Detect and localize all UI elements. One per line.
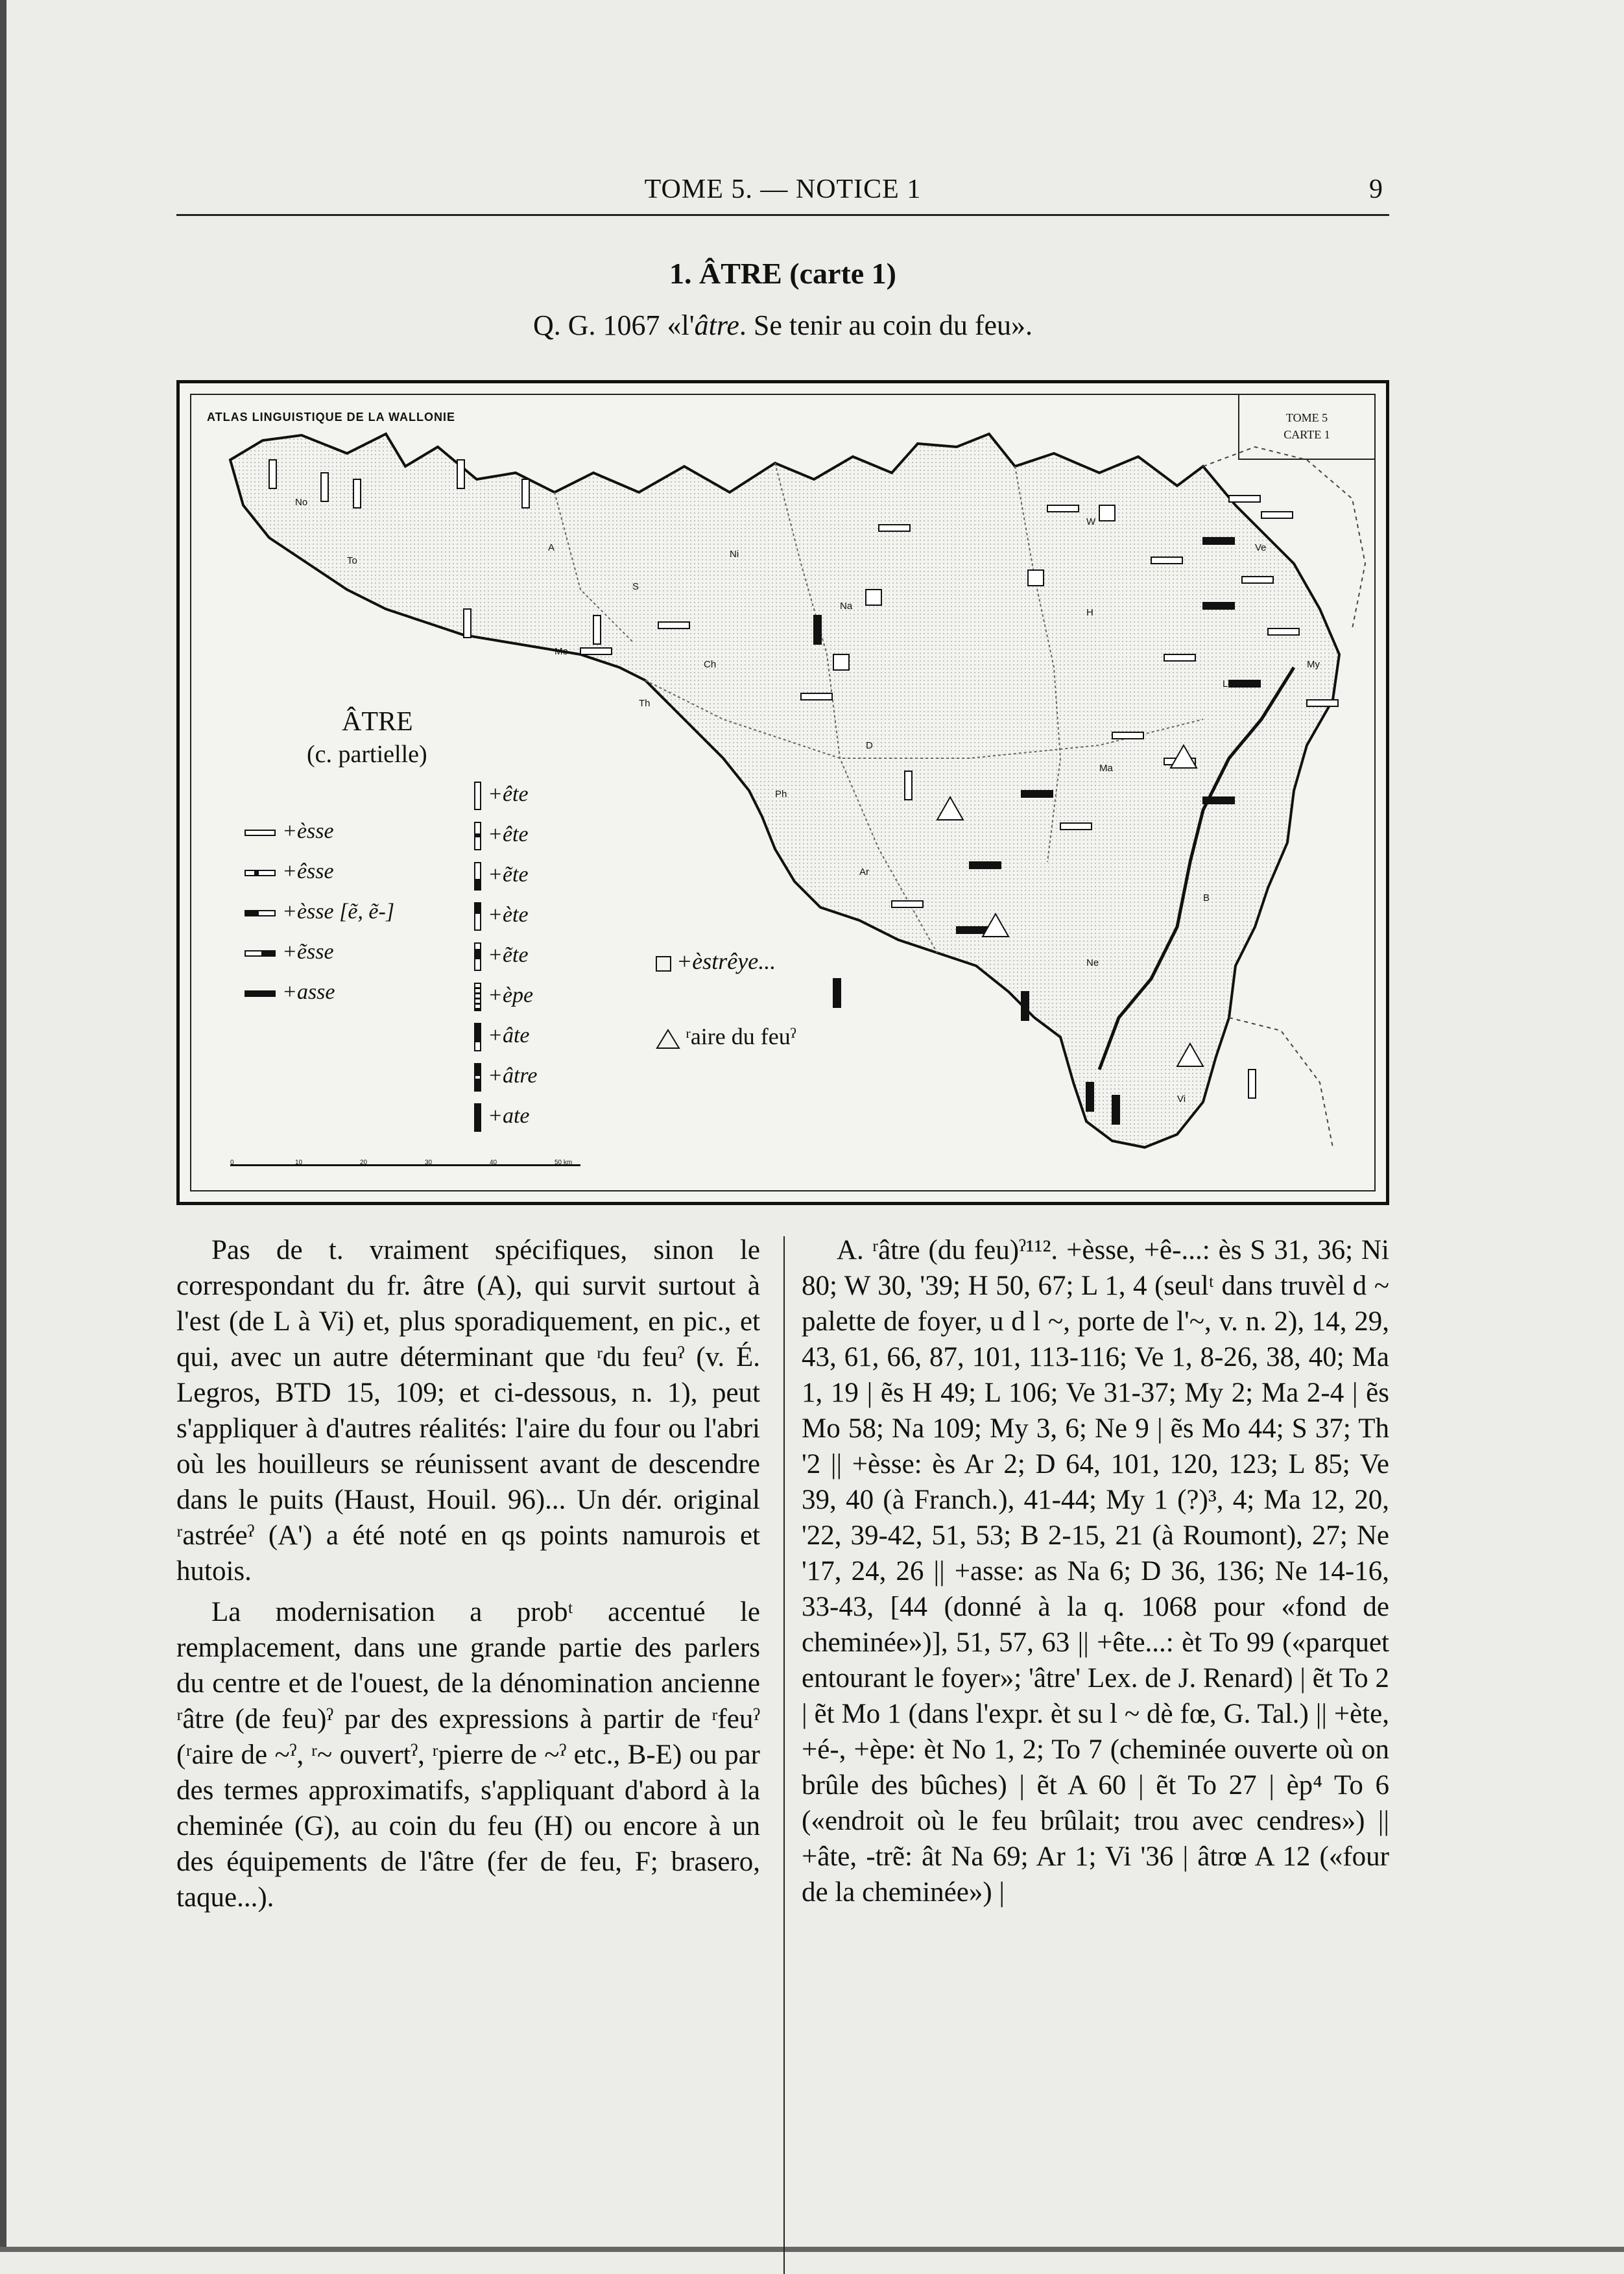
scale-bar (230, 1159, 580, 1179)
legend-bar-outline-icon (245, 830, 276, 836)
place-label: My (1307, 659, 1320, 670)
map-symbol (1242, 577, 1273, 583)
map-symbol (1021, 791, 1053, 797)
map-symbol (522, 479, 529, 508)
map-symbol (269, 460, 276, 488)
map-symbol (814, 616, 821, 644)
legend-item-h3 (245, 900, 394, 924)
scan-edge-bottom (0, 2247, 1624, 2252)
left-column (176, 1232, 760, 1915)
running-title: TOME 5. — NOTICE 1 (644, 174, 922, 204)
legend-vbar-filled-icon (474, 1103, 481, 1132)
legend-vbar-mid-icon (474, 942, 481, 971)
legend-vbar-striped-icon (474, 983, 481, 1011)
legend-item-h2 (245, 859, 334, 884)
place-label: Ma (1099, 763, 1113, 774)
map-symbol (1060, 823, 1092, 830)
legend-item-v1 (474, 782, 529, 810)
legend-item-v5 (474, 942, 529, 971)
place-label: Na (840, 601, 853, 612)
tome-label: TOME 5 (1285, 411, 1328, 424)
map-symbol (593, 616, 601, 644)
legend-label: +ête (488, 782, 529, 806)
legend-label: +êsse (282, 859, 334, 883)
legend-item-h4 (245, 940, 334, 964)
map-symbol (1203, 797, 1234, 804)
legend-bar-tick-icon (245, 870, 276, 876)
map-symbol (1203, 603, 1234, 609)
legend-subtitle: (c. partielle) (307, 741, 427, 768)
legend-item-v4 (474, 902, 529, 931)
map-symbol (1021, 992, 1029, 1020)
place-label: Mo (555, 646, 568, 657)
map-figure (176, 380, 1389, 1205)
question-line (176, 309, 1389, 342)
map-symbol (957, 927, 988, 933)
legend-label: +ẽte (488, 942, 529, 967)
legend-label: +ète (488, 902, 529, 927)
place-label: Ar (859, 867, 869, 878)
place-label: D (866, 740, 873, 751)
place-label: Ve (1255, 542, 1267, 553)
map-symbol (1086, 1083, 1093, 1111)
map-symbol (1099, 505, 1115, 521)
place-label: S (632, 581, 639, 592)
place-label: Ni (730, 549, 739, 560)
square-icon (656, 956, 671, 972)
legend-vbar-top-icon (474, 902, 481, 931)
right-column (802, 1232, 1389, 1910)
legend-item-v9 (474, 1103, 529, 1132)
scale-line (230, 1164, 580, 1166)
place-label: B (1203, 892, 1210, 904)
map-symbol (321, 473, 328, 501)
atlas-title: ATLAS LINGUISTIQUE DE LA WALLONIE (207, 411, 455, 424)
running-head (176, 170, 1389, 216)
legend-label: +asse (282, 980, 335, 1004)
legend-label: +âte (488, 1023, 530, 1047)
place-label: Vi (1177, 1094, 1186, 1105)
legend-item-v6 (474, 983, 533, 1011)
question-prefix: Q. G. 1067 «l' (532, 309, 695, 341)
place-label: A (548, 542, 555, 553)
column-divider (783, 1236, 785, 2274)
map-symbol (801, 693, 832, 700)
page-number: 9 (1369, 174, 1383, 204)
map-symbol (353, 479, 361, 508)
legend-label: +âtre (488, 1063, 538, 1088)
legend-vbar-outline-icon (474, 782, 481, 810)
scale-label: 0 (230, 1159, 234, 1166)
map-symbol (457, 460, 464, 488)
map-symbol (892, 901, 923, 907)
legend-bar-right-half-icon (245, 950, 276, 957)
map-symbol (1229, 496, 1260, 502)
map-symbol (1203, 538, 1234, 544)
question-suffix: . Se tenir au coin du feu». (739, 309, 1033, 341)
map-symbol (580, 648, 612, 654)
map-symbol (833, 979, 841, 1007)
legend-label: +ẽte (488, 862, 529, 887)
map-symbol (905, 771, 912, 800)
legend-vbar-tick-icon (474, 822, 481, 850)
paragraph: Pas de t. vraiment spécifiques, sinon le correspondant du fr. âtre (A), qui survit surtout à l'est (de L à Vi) et, plus sporadiquement, en pic., et qui, avec un autre déterminant que ʳdu feuˀ (v. É. Legros, BTD 15, 109; et ci-dessous, n. 1), peut s'appliquer à d'autres réalités: l'aire du four ou l'abri où les houilleurs se réunissent avant de descendre dans le puits (Haust, Houil. 96)... Un dér. original ʳastréeˀ (A') a été noté en qs points namurois et hutois. (176, 1235, 760, 1586)
legend-label: +èpe (488, 983, 534, 1007)
map-symbol (1047, 505, 1079, 512)
scale-label: 10 (295, 1159, 303, 1166)
legend-label: +èsse [ẽ, ẽ-] (282, 900, 395, 924)
map-symbol (1261, 512, 1293, 518)
map-symbol (1268, 628, 1299, 635)
legend-item-h1 (245, 819, 334, 844)
legend-item-v7 (474, 1023, 529, 1051)
legend-vbar-notched-icon (474, 1063, 481, 1092)
map-symbol (464, 609, 471, 638)
map-symbol (1112, 1095, 1119, 1124)
legend-label: +èsse (282, 819, 334, 843)
legend-item-square (656, 948, 776, 975)
scan-edge-left (0, 0, 6, 2252)
paragraph: La modernisation a probᵗ accentué le remplacement, dans une grande partie des parlers du centre et de l'ouest, de la dénomination ancienne ʳâtre (de feu)ˀ par des expressions à partir de ʳfeuˀ (ʳaire de ~ˀ, ʳ~ ouvertˀ, ʳpierre de ~ˀ etc., B-E) ou par des termes approximatifs, s'appliquant d'abord à la cheminée (G), au coin du feu (H) ou encore à un des équipements de l'âtre (fer de feu, F; brasero, taque...). (176, 1597, 760, 1913)
map-symbol (1028, 570, 1044, 586)
place-label: H (1086, 607, 1093, 618)
place-label: No (295, 497, 308, 508)
scale-label: 30 (425, 1159, 433, 1166)
scale-label: 40 (490, 1159, 497, 1166)
question-term: âtre (694, 309, 739, 341)
legend-item-triangle (656, 1023, 796, 1050)
legend-label: ʳaire du feuˀ (686, 1023, 796, 1049)
article-title: 1. ÂTRE (carte 1) (669, 257, 896, 290)
map-symbol (1307, 700, 1338, 706)
legend-label: +ẽsse (282, 940, 334, 964)
wallonia-map (191, 395, 1376, 1191)
scale-label: 20 (360, 1159, 368, 1166)
triangle-icon (656, 1029, 680, 1049)
place-label: L (1223, 678, 1228, 689)
map-symbol (1229, 680, 1260, 687)
map-symbol (970, 862, 1001, 868)
legend-label: +ate (488, 1103, 530, 1128)
map-symbol (833, 654, 849, 670)
map-panel (190, 394, 1376, 1191)
legend-label: +ête (488, 822, 529, 846)
map-symbol (1112, 732, 1143, 739)
legend-bar-filled-icon (245, 990, 276, 997)
map-symbol (1164, 654, 1195, 661)
place-label: Ch (704, 659, 717, 670)
legend-item-v2 (474, 822, 529, 850)
map-symbol (1248, 1070, 1256, 1098)
legend-item-v3 (474, 862, 529, 891)
legend-bar-half-icon (245, 910, 276, 916)
map-symbol (658, 622, 689, 628)
place-label: To (347, 555, 357, 566)
map-symbol (866, 590, 881, 605)
place-label: W (1086, 516, 1096, 527)
legend-vbar-mostly-filled-icon (474, 1023, 481, 1051)
place-label: Th (639, 698, 651, 709)
scale-label: 50 km (555, 1159, 573, 1166)
legend-item-h5 (245, 980, 335, 1005)
paragraph: A. ʳâtre (du feu)ˀ¹¹². +èsse, +ê-...: ès S 31, 36; Ni 80; W 30, '39; H 50, 67; L 1, 4 (seulᵗ dans truvèl d ~ palette de foyer, u d l ~, porte de l'~, v. n. 2), 14, 29, 43, 61, 66, 87, 101, 113-116; Ve 1, 8-26, 38, 40; Ma 1, 19 | ẽs H 49; L 106; Ve 31-37; My 2; Ma 2-4 | ẽs Mo 58; Na 109; My 3, 6; Ne 9 | ẽs Mo 44; S 37; Th '2 || +èsse: ès Ar 2; D 64, 101, 120, 123; L 85; Ve 39, 40 (à Franch.), 41-44; My 1 (?)³, 4; Ma 12, 20, '22, 39-42, 51, 53; B 2-15, 21 (à Roumont), 27; Ne '17, 24, 26 || +asse: as Na 6; D 36, 136; Ne 14-16, 33-43, [44 (donné à la q. 1068 pour «fond de cheminée»)], 51, 57, 63 || +ête...: èt To 99 («parquet entourant le foyer»; 'âtre' Lex. de J. Renard) | ẽt To 2 | ẽt Mo 1 (dans l'expr. èt su l ~ dè fœ, G. Tal.) || +ète, +é-, +èpe: èt No 1, 2; To 7 (cheminée ouverte où on brûle des bûches) | ẽt A 60 | ẽt To 27 | èp⁴ To 6 («endroit où le feu brûlait; trou avec cendres») || +âte, -trẽ: ât Na 69; Ar 1; Vi '36 | âtrœ A 12 («four de la cheminée») | (802, 1235, 1389, 1908)
map-symbol (1151, 557, 1182, 564)
carte-label: CARTE 1 (1284, 428, 1330, 441)
legend-item-v8 (474, 1063, 537, 1092)
map-symbol (879, 525, 910, 531)
legend-title: ÂTRE (342, 707, 413, 737)
legend-label: +èstrêye... (676, 948, 776, 974)
place-label: Ph (775, 789, 787, 800)
legend-vbar-bottom-icon (474, 862, 481, 891)
place-label: Ne (1086, 957, 1099, 968)
